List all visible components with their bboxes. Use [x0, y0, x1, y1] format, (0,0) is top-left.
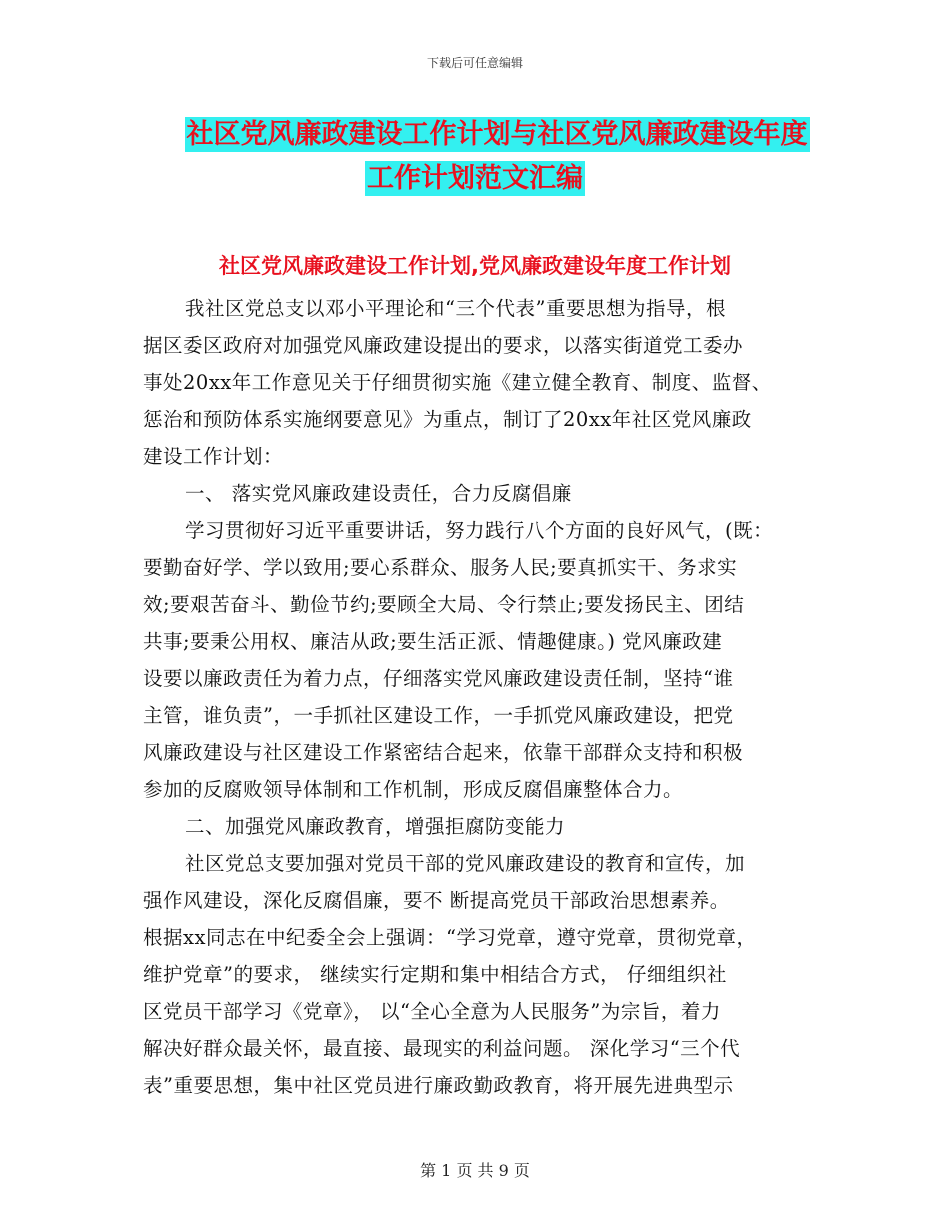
- paragraph-line: 强作风建设，深化反腐倡廉，要不 断提高党员干部政治思想素养。: [143, 889, 730, 912]
- document-title-line-2: 工作计划范文汇编: [367, 163, 583, 194]
- paragraph-line: 据区委区政府对加强党风廉政建设提出的要求，以落实街道党工委办: [143, 334, 744, 357]
- paragraph-line: 表”重要思想，集中社区党员进行廉政勤政教育，将开展先进典型示: [143, 1074, 734, 1097]
- paragraph-line: 社区党总支要加强对党员干部的党风廉政建设的教育和宣传，加: [185, 852, 746, 875]
- header-note: 下载后可任意编辑: [426, 56, 523, 70]
- paragraph-line: 要勤奋好学、学以致用;要心系群众、服务人民;要真抓实干、务求实: [143, 556, 738, 579]
- paragraph-line: 区党员干部学习《党章》， 以“全心全意为人民服务”为宗旨，着力: [143, 1000, 721, 1023]
- paragraph-line: 参加的反腐败领导体制和工作机制，形成反腐倡廉整体合力。: [143, 778, 684, 801]
- paragraph-line: 解决好群众最关怀，最直接、最现实的利益问题。 深化学习“三个代: [143, 1037, 741, 1060]
- paragraph-line: 主管，谁负责”，一手抓社区建设工作，一手抓党风廉政建设，把党: [143, 704, 734, 727]
- paragraph-line: 学习贯彻好习近平重要讲话，努力践行八个方面的良好风气，(既：: [185, 519, 774, 542]
- paragraph-line: 我社区党总支以邓小平理论和“三个代表”重要思想为指导，根: [185, 297, 726, 320]
- paragraph-line: 惩治和预防体系实施纲要意见》为重点，制订了20xx年社区党风廉政: [143, 408, 752, 431]
- body-text: [143, 290, 823, 1104]
- paragraph-line: 风廉政建设与社区建设工作紧密结合起来，依靠干部群众支持和积极: [143, 741, 744, 764]
- document-title-line-1: 社区党风廉政建设工作计划与社区党风廉政建设年度: [186, 119, 808, 150]
- section-heading-1: 一、 落实党风廉政建设责任，合力反腐倡廉: [185, 482, 572, 505]
- paragraph-line: 效;要艰苦奋斗、勤俭节约;要顾全大局、令行禁止;要发扬民主、团结: [143, 593, 745, 616]
- paragraph-line: 维护党章”的要求， 继续实行定期和集中相结合方式， 仔细组织社: [143, 963, 727, 986]
- paragraph-line: 建设工作计划：: [143, 445, 284, 468]
- section-heading-2: 二、加强党风廉政教育，增强拒腐防变能力: [185, 815, 566, 838]
- paragraph-line: 共事;要秉公用权、廉洁从政;要生活正派、情趣健康。) 党风廉政建: [143, 630, 723, 653]
- document-subtitle: 社区党风廉政建设工作计划,党风廉政建设年度工作计划: [219, 254, 731, 278]
- paragraph-line: 事处20xx年工作意见关于仔细贯彻实施《建立健全教育、制度、监督、: [143, 371, 772, 394]
- paragraph-line: 设要以廉政责任为着力点，仔细落实党风廉政建设责任制，坚持“谁: [143, 667, 734, 690]
- paragraph-line: 根据xx同志在中纪委全会上强调：“学习党章，遵守党章，贯彻党章，: [143, 926, 757, 949]
- page-number: 第 1 页 共 9 页: [420, 1161, 530, 1180]
